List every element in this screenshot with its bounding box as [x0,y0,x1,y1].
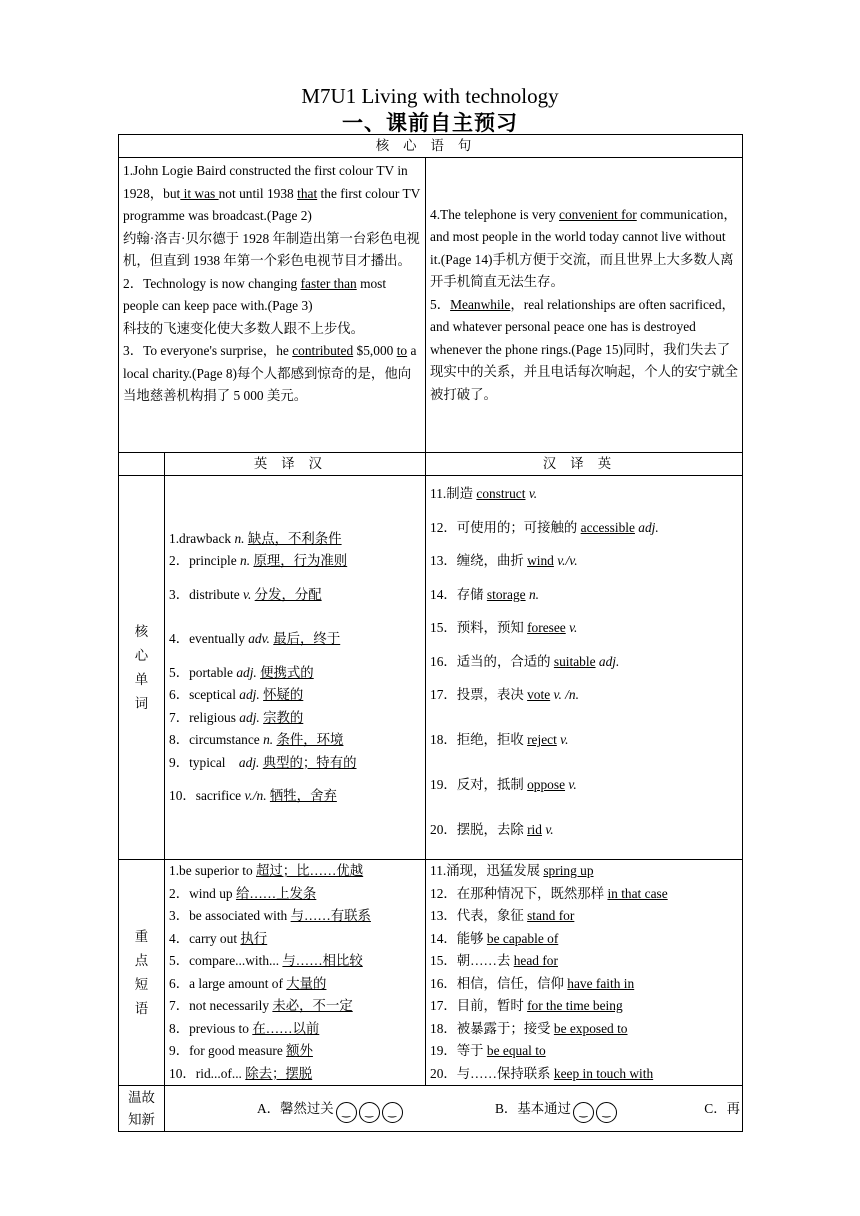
header-en-zh: 英译汉 [165,453,426,476]
word-item: 13．缠绕，曲折 wind v./v. [430,553,578,569]
phrase-item: 1.be superior to 超过；比……优越 [169,863,364,878]
word-item: 19．反对，抵制 oppose v. [430,777,577,793]
phrase-item: 7．not necessarily 未必，不一定 [169,998,353,1013]
phrase-item: 17．目前，暂时 for the time being [430,998,623,1013]
header-zh-en: 汉译英 [426,453,743,476]
option-b[interactable]: B．基本通过 ‿ ‿ [495,1098,617,1123]
phrase-item: 6．a large amount of 大量的 [169,975,327,991]
word-item: 17．投票，表决 vote v. /n. [430,687,579,703]
word-item: 9．typical adj. 典型的；特有的 [169,754,357,770]
sentence-2-zh: 科技的飞速变化使大多数人跟不上步伐。 [123,320,365,336]
phrase-item: 9．for good measure 额外 [169,1043,313,1058]
review-label: 温故 知新 [119,1086,165,1132]
sentence-3: 3．To everyone's surprise，he contributed $5,000 to a local charity.(Page 8)每个人都感到惊奇的是，他向当地慈善机构捐了 5 000 美元。 [123,343,417,403]
option-c[interactable]: C．再 [704,1101,741,1116]
core-sentences-header: 核心语句 [119,135,743,158]
option-a[interactable]: A．馨然过关 ‿ ‿ ‿ [257,1098,403,1123]
word-item: 12．可使用的；可接触的 accessible adj. [430,519,659,535]
sentence-4: 4.The telephone is very convenient for communication，and most people in the world today cannot live without it.(Page 14)手机方便于交流，而且世界上大多数人离开手机简直无法生存。 [430,206,737,290]
word-item: 10．sacrifice v./n. 牺牲，舍弃 [169,788,337,803]
study-table [118,134,743,1132]
phrases-left-cell [165,860,426,1086]
phrase-item: 15．朝……去 head for [430,953,558,968]
section-subtitle: 一、课前自主预习 [342,111,518,135]
word-item: 4．eventually adv. 最后，终于 [169,631,341,646]
word-item: 3．distribute v. 分发，分配 [169,586,322,602]
sentence-1-zh: 约翰·洛吉·贝尔德于 1928 年制造出第一台彩色电视机，但直到 1938 年第一个彩色电视节目才播出。 [123,230,420,268]
smiley-icon: ‿ [336,1102,357,1123]
phrase-item: 13．代表，象征 stand for [430,908,575,923]
word-item: 1.drawback n. 缺点，不利条件 [169,530,342,546]
phrase-item: 8．previous to 在……以前 [169,1020,320,1036]
smiley-icon: ‿ [359,1102,380,1123]
word-item: 18．拒绝，拒收 reject v. [430,732,569,748]
word-item: 15．预料，预知 foresee v. [430,620,578,636]
phrase-item: 19．等于 be equal to [430,1043,546,1058]
phrase-item: 11.涌现，迅猛发展 spring up [430,863,594,878]
word-item: 2．principle n. 原理，行为准则 [169,553,348,568]
sentence-1: 1.John Logie Baird constructed the first colour TV in 1928，but it was not until 1938 that the first colour TV programme was broadcast.(Page 2) [123,163,421,223]
sentence-2: 2．Technology is now changing faster than most people can keep pace with.(Page 3) [123,275,387,313]
phrase-item: 4．carry out 执行 [169,930,268,946]
words-right-cell [426,476,743,860]
words-left-cell [165,476,426,860]
phrase-item: 20．与……保持联系 keep in touch with [430,1065,654,1081]
smiley-icon: ‿ [573,1102,594,1123]
key-phrases-label: 重 点 短 语 [119,860,165,1086]
phrase-item: 12．在那种情况下，既然那样 in that case [430,885,668,901]
phrase-item: 3．be associated with 与……有联系 [169,908,371,923]
word-item: 8．circumstance n. 条件，环境 [169,732,344,747]
phrase-item: 2．wind up 给……上发条 [169,885,317,901]
phrase-item: 14．能够 be capable of [430,930,559,946]
core-words-label: 核 心 单 词 [119,476,165,860]
sentence-5: 5．Meanwhile，real relationships are often sacrificed，and whatever personal peace one has is destroyed whenever the phone rings.(Page 15)同时，我们失去了现实中的关系，并且电话每次响起，个人的安宁就全被打破了。 [430,296,738,402]
document-title: M7U1 Living with technology [301,84,559,108]
sentences-right-cell [426,158,743,453]
word-item: 6．sceptical adj. 怀疑的 [169,687,304,702]
phrase-item: 18．被暴露于；接受 be exposed to [430,1020,628,1036]
phrase-item: 10．rid...of... 除去；摆脱 [169,1065,313,1081]
word-item: 5．portable adj. 便携式的 [169,664,314,680]
word-item: 16．适当的，合适的 suitable adj. [430,653,620,669]
smiley-icon: ‿ [596,1102,617,1123]
phrases-right-cell [426,860,743,1086]
word-item: 20．摆脱，去除 rid v. [430,822,554,838]
smiley-icon: ‿ [382,1102,403,1123]
corner-blank [119,453,165,476]
self-assessment-row [165,1086,743,1132]
sentences-left-cell [119,158,426,453]
word-item: 11.制造 construct v. [430,485,538,501]
phrase-item: 5．compare...with... 与……相比较 [169,953,363,968]
word-item: 7．religious adj. 宗教的 [169,709,304,725]
phrase-item: 16．相信，信任，信仰 have faith in [430,975,635,991]
word-item: 14．存储 storage n. [430,586,539,602]
